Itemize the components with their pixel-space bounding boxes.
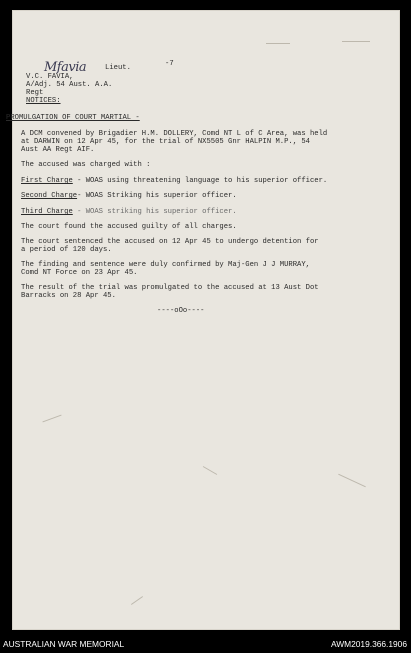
- second-charge-text: - WOAS Striking his superior officer.: [77, 192, 237, 200]
- paper-mark: [203, 466, 217, 475]
- confirmation-line2: Comd NT Force on 23 Apr 45.: [21, 269, 138, 277]
- signatory-unit: Regt: [26, 89, 44, 97]
- promulgation-line2: Barracks on 28 Apr 45.: [21, 292, 116, 300]
- para1-line1: A DCM convened by Brigadier H.M. DOLLERY, Comd NT L of C Area, was held: [21, 130, 328, 138]
- section-heading: PROMULGATION OF COURT MARTIAL -: [6, 114, 140, 122]
- paper-mark: [338, 474, 366, 488]
- second-charge-label: Second Charge: [21, 192, 78, 200]
- charged-intro: The accused was charged with :: [21, 161, 151, 169]
- archive-name: AUSTRALIAN WAR MEMORIAL: [3, 639, 125, 649]
- notices-label: NOTICES:: [26, 97, 61, 105]
- paper-mark: [42, 415, 61, 423]
- first-charge: [21, 177, 327, 185]
- document-page: [6, 10, 400, 630]
- end-mark: ----oOo----: [157, 307, 205, 315]
- confirmation-line1: The finding and sentence were duly confirmed by Maj-Gen J J MURRAY,: [21, 261, 310, 269]
- page-number: -7: [165, 60, 174, 68]
- archive-id: AWM2019.366.1906: [330, 639, 407, 649]
- first-charge-text: - WOAS using threatening language to his superior officer.: [72, 177, 328, 185]
- sentence-line2: a period of 120 days.: [21, 246, 112, 254]
- para1-line3: Aust AA Regt AIF.: [21, 146, 95, 154]
- third-charge-label: Third Charge: [21, 208, 73, 216]
- sentence-line1: The court sentenced the accused on 12 Apr 45 to undergo detention for: [21, 238, 319, 246]
- signatory-role: A/Adj. 54 Aust. A.A.: [26, 81, 113, 89]
- paper-mark: [131, 596, 143, 605]
- signatory-name: V.C. FAVIA,: [26, 73, 74, 81]
- third-charge-text: - WOAS striking his superior officer.: [72, 208, 237, 216]
- first-charge-label: First Charge: [21, 177, 73, 185]
- promulgation-line1: The result of the trial was promulgated to the accused at 13 Aust Dot: [21, 284, 319, 292]
- header-rank: Lieut.: [105, 64, 131, 72]
- verdict-text: The court found the accused guilty of all charges.: [21, 223, 237, 231]
- para1-line2: at DARWIN on 12 Apr 45, for the trial of NX5505 Gnr HALPIN M.P., 54: [21, 138, 310, 146]
- footer-bar: [0, 634, 411, 653]
- paper-mark: [266, 43, 290, 44]
- handwritten-signature: Mfavia: [44, 60, 87, 75]
- paper-mark: [342, 41, 370, 42]
- second-charge: [21, 192, 237, 200]
- third-charge: [21, 208, 237, 216]
